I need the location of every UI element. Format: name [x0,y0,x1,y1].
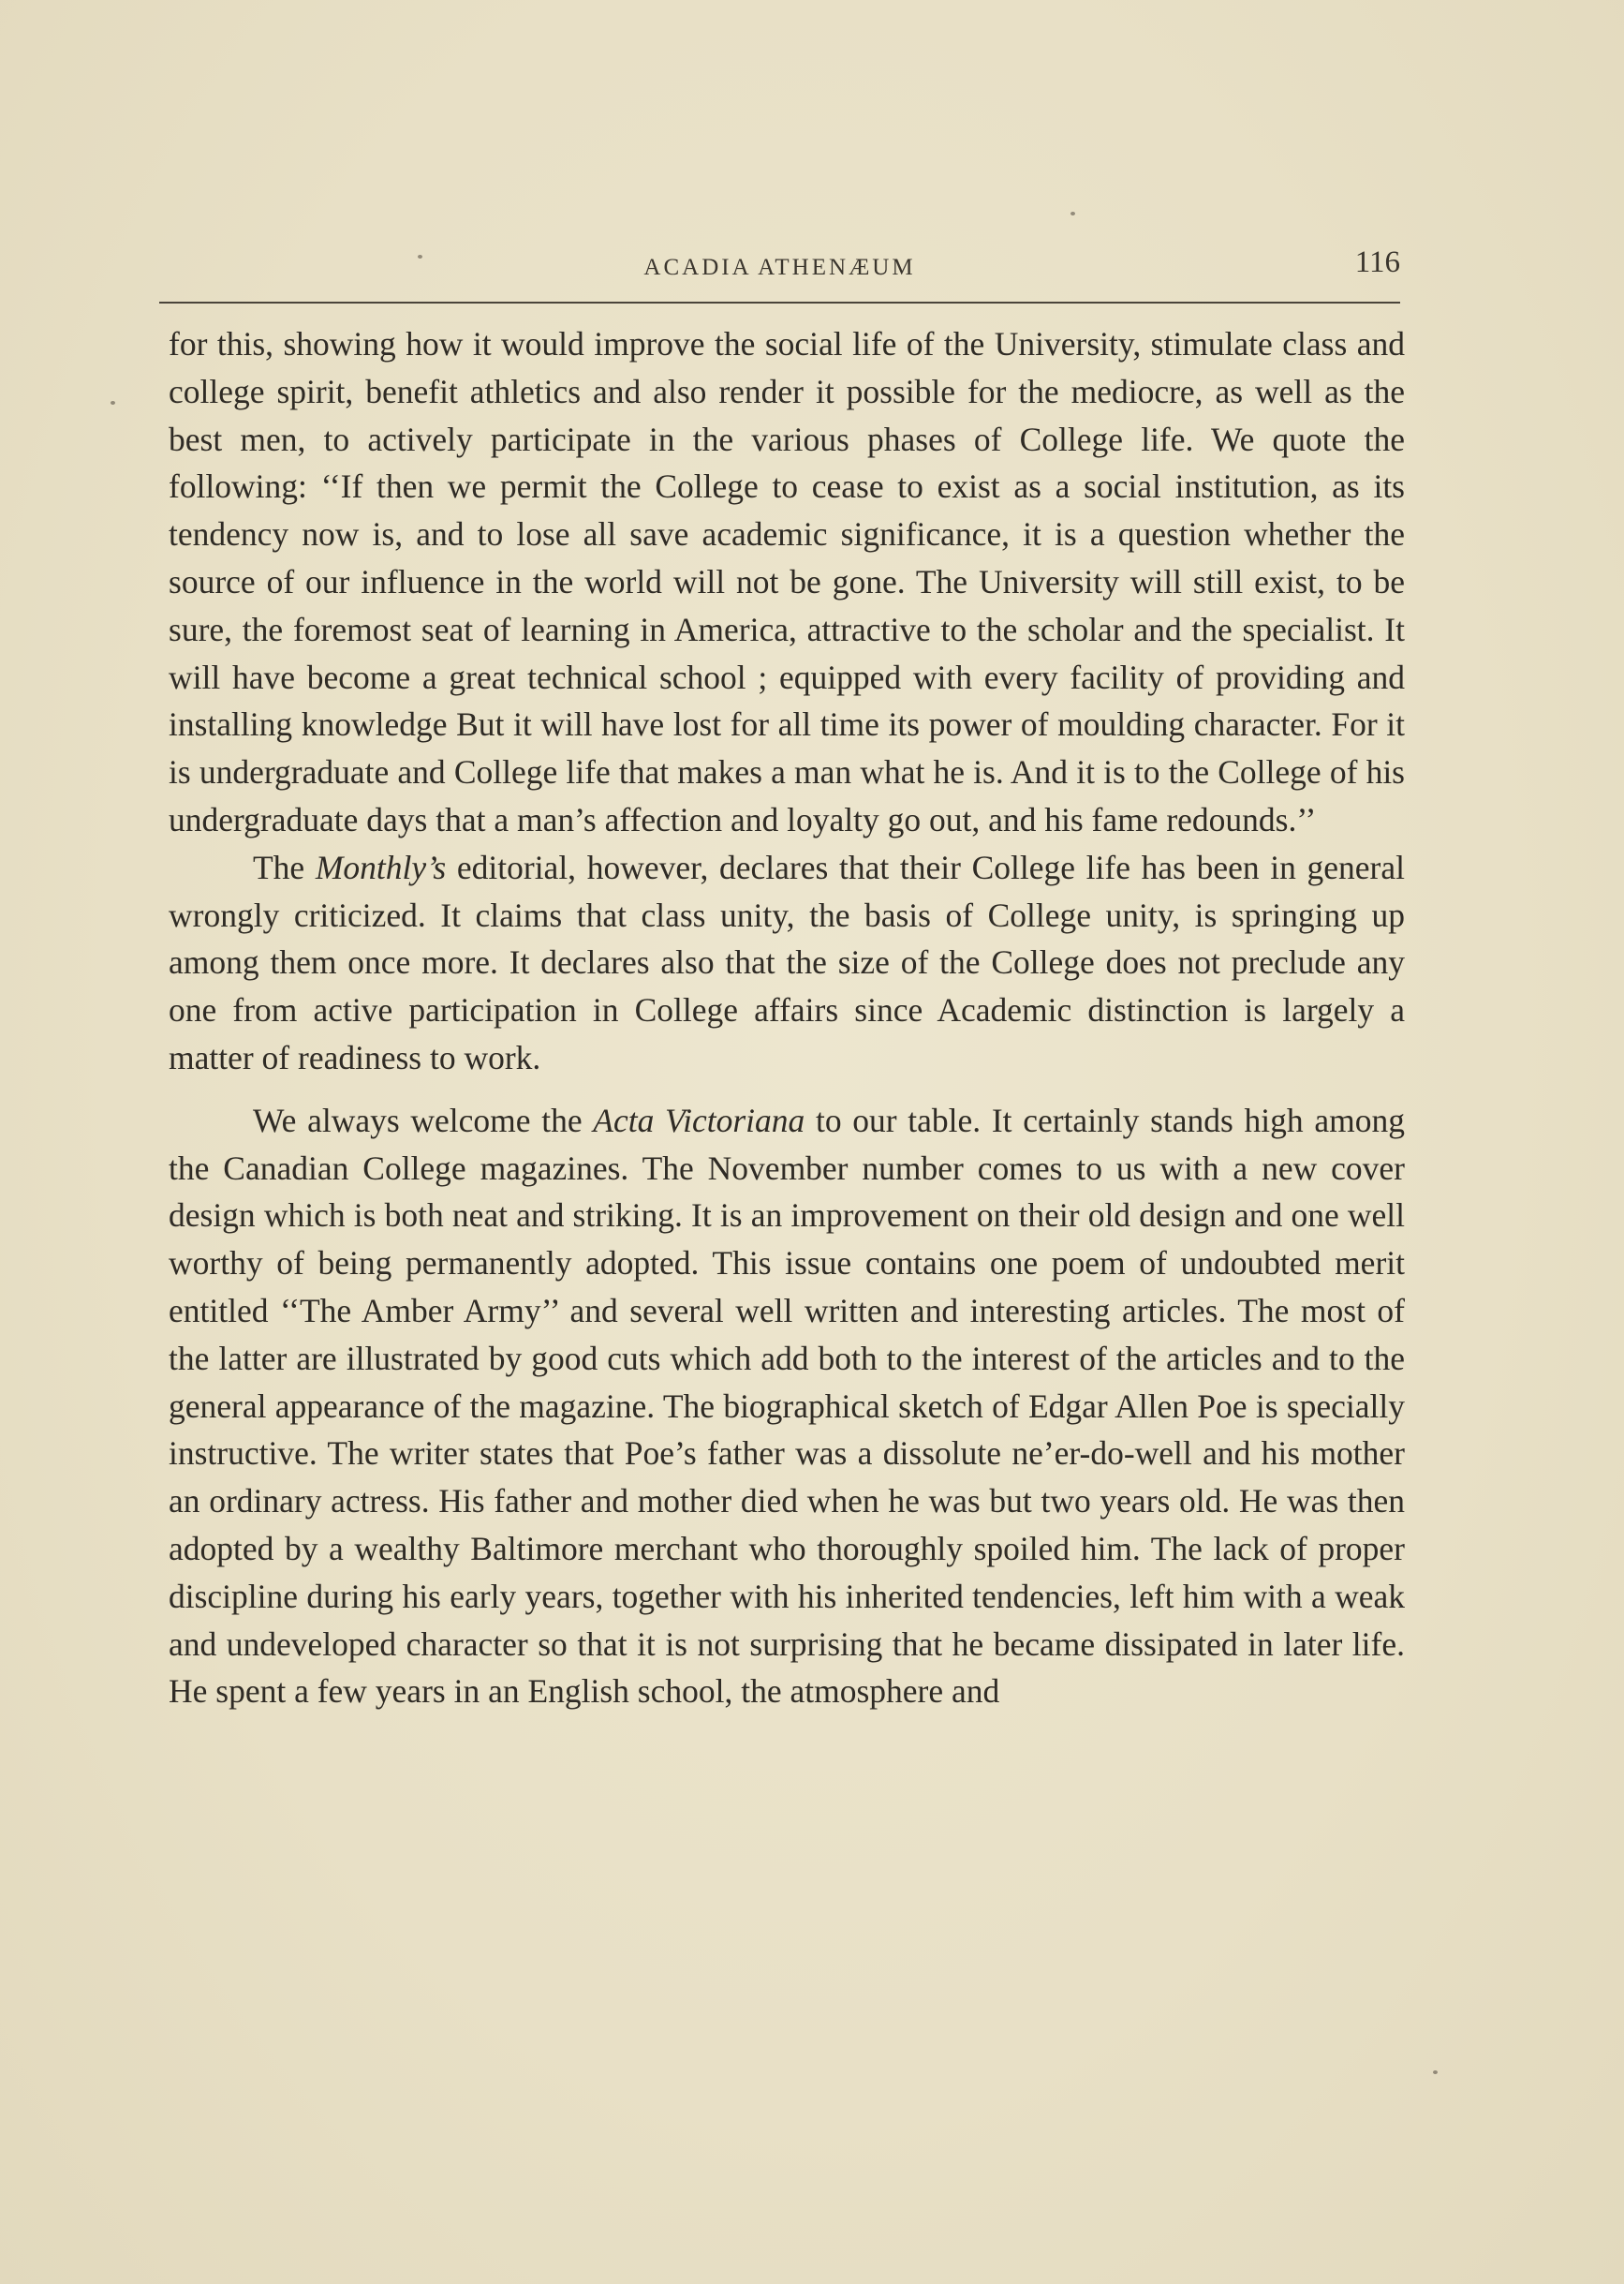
paper-speck [1433,2070,1438,2074]
paragraph [169,320,1405,844]
paragraph-text: We always welcome the [253,1101,594,1139]
page-number: 116 [1354,245,1400,279]
journal-title: ACADIA ATHENÆUM [643,255,916,280]
paper-speck [1070,212,1075,215]
paragraph [169,1097,1405,1715]
paragraph-text: editorial, however, declares that their College life has been in general wrongly criticized. It claims that class unity, the basis of College unity, is springing up among them once more. It declares also that the size of the College does not preclude any one from active participation in College affairs since Academic distinction is largely a matter of readiness to work. [169,848,1405,1076]
running-head [159,245,1400,292]
paragraph-text: to our table. It certainly stands high among the Canadian College magazines. The November number comes to us with a new cover design which is both neat and striking. It is an improvement on their old design and one well worthy of being permanently adopted. This issue contains one poem of undoubted merit entitled ‘‘The Amber Army’’ and several well written and interesting articles. The most of the latter are illustrated by good cuts which add both to the interest of the articles and to the general appearance of the magazine. The biographical sketch of Edgar Allen Poe is specially instructive. The writer states that Poe’s father was a dissolute ne’er-do-well and his mother an ordinary actress. His father and mother died when he was but two years old. He was then adopted by a wealthy Baltimore merchant who thoroughly spoiled him. The lack of proper discipline during his early years, together with his inherited tendencies, left him with a weak and undeveloped character so that it is not surprising that he became dissipated in later life. He spent a few years in an English school, the atmosphere and [169,1101,1405,1711]
paragraph [169,844,1405,1082]
publication-title: Acta Victoriana [593,1101,805,1139]
paper-speck [418,255,422,259]
paragraph-text: The [253,848,316,886]
paper-speck [111,401,115,405]
header-rule [159,302,1400,304]
paragraph-text: for this, showing how it would improve the social life of the University, stimulate class and college spirit, benefit athletics and also render it possible for the mediocre, as well as the best men, to actively participate in the various phases of College life. We quote the following: ‘‘If then we permit the College to cease to exist as a social institution, as its tendency now is, and to lose all save academic significance, it is a question whether the source of our influence in the world will not be gone. The University will still exist, to be sure, the foremost seat of learning in America, attractive to the scholar and the specialist. It will have become a great technical school ; equipped with every facility of providing and installing knowledge But it will have lost for all time its power of moulding character. For it is undergraduate and College life that makes a man what he is. And it is to the College of his undergraduate days that a man’s affection and loyalty go out, and his fame redounds.’’ [169,325,1405,838]
publication-title: Monthly’s [315,848,447,886]
article-body [169,320,1405,1715]
